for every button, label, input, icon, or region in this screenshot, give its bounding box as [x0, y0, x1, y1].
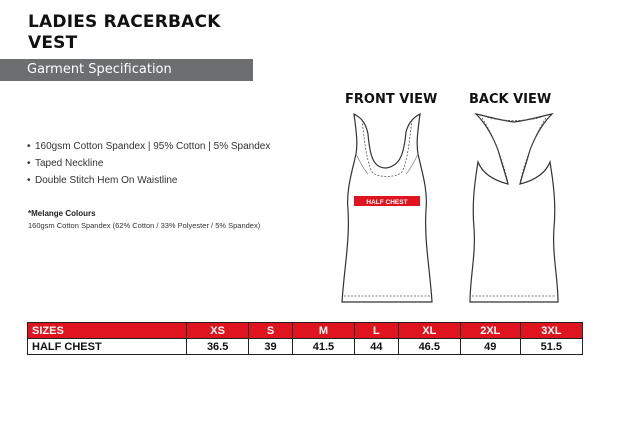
measurement-cell: 39: [249, 339, 293, 355]
melange-description: 160gsm Cotton Spandex (62% Cotton / 33% Polyester / 5% Spandex): [28, 221, 261, 230]
size-chart-table: [27, 322, 583, 355]
feature-item: [27, 175, 270, 192]
feature-list: [27, 141, 270, 192]
back-view-label: BACK VIEW: [469, 92, 552, 107]
table-row: [28, 339, 583, 355]
front-body-outline: [342, 114, 432, 302]
size-header-cell: L: [355, 323, 399, 339]
measurement-cell: 51.5: [520, 339, 582, 355]
feature-text: 160gsm Cotton Spandex | 95% Cotton | 5% Spandex: [35, 141, 271, 152]
measurement-cell: 46.5: [398, 339, 460, 355]
size-header-cell: 3XL: [520, 323, 582, 339]
back-view-illustration: [462, 110, 566, 310]
bullet-icon: •: [27, 175, 31, 186]
size-header-cell: XS: [187, 323, 249, 339]
back-body-outline: [470, 114, 558, 302]
measurement-cell: 41.5: [292, 339, 354, 355]
size-header-cell: XL: [398, 323, 460, 339]
product-title-line1: LADIES RACERBACK: [28, 12, 221, 32]
size-header-cell: 2XL: [460, 323, 520, 339]
product-title-line2: VEST: [28, 33, 78, 53]
measurement-cell: 49: [460, 339, 520, 355]
front-view-illustration: [336, 110, 440, 310]
melange-title: *Melange Colours: [28, 209, 96, 218]
product-title: [28, 12, 288, 54]
half-chest-tag: HALF CHEST: [366, 199, 408, 206]
front-view-label: FRONT VIEW: [345, 92, 438, 107]
bullet-icon: •: [27, 141, 31, 152]
measurement-cell: 44: [355, 339, 399, 355]
feature-item: [27, 158, 270, 175]
feature-text: Double Stitch Hem On Waistline: [35, 175, 178, 186]
size-header-cell: S: [249, 323, 293, 339]
measurement-cell: 36.5: [187, 339, 249, 355]
row-label-cell: HALF CHEST: [28, 339, 187, 355]
feature-item: [27, 141, 270, 158]
size-header-cell: SIZES: [28, 323, 187, 339]
size-header-cell: M: [292, 323, 354, 339]
bullet-icon: •: [27, 158, 31, 169]
garment-spec-banner: Garment Specification: [0, 59, 253, 81]
feature-text: Taped Neckline: [35, 158, 104, 169]
size-header-row: [28, 323, 583, 339]
